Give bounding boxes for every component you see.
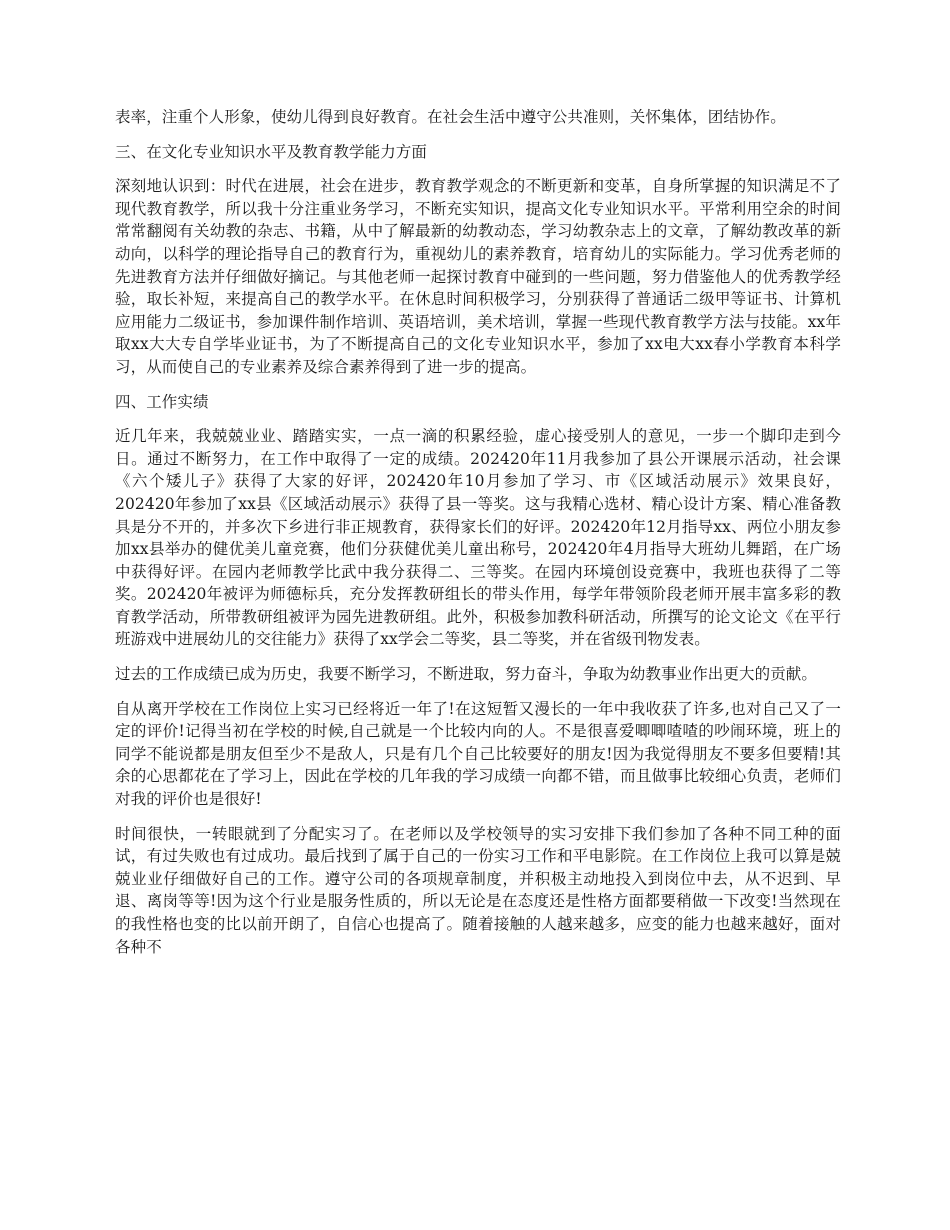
paragraph-conduct-continuation: 表率，注重个人形象，使幼儿得到良好教育。在社会生活中遵守公共准则，关怀集体，团结协作。	[115, 108, 786, 126]
section-heading-professional-knowledge: 三、在文化专业知识水平及教育教学能力方面	[115, 142, 428, 161]
section-heading-work-achievements: 四、工作实绩	[115, 392, 209, 411]
paragraph-work-achievements: 近几年来，我兢兢业业、踏踏实实，一点一滴的积累经验，虚心接受别人的意见，一步一个脚印走到今日。通过不断努力，在工作中取得了一定的成绩。202420年11月我参加了县公开课展示活动，社会课《六个矮儿子》获得了大家的好评，202420年10月参加了学习、市《区域活动展示》效果良好，202420年参加了xx县《区域活动展示》获得了县一等奖。这与我精心选材、精心设计方案、精心准备教具是分不开的，并多次下乡进行非正规教育，获得家长们的好评。202420年12月指导xx、两位小朋友参加xx县举办的健优美儿童竞赛，他们分获健优美儿童出称号，202420年4月指导大班幼儿舞蹈，在广场中获得好评。在园内老师教学比武中我分获得二、三等奖。在园内环境创设竞赛中，我班也获得了二等奖。202420年被评为师德标兵，充分发挥教研组长的带头作用，每学年带领阶段老师开展丰富多彩的教育教学活动，所带教研组被评为园先进教研组。此外，积极参加教科研活动，所撰写的论文论文《在平行班游戏中进展幼儿的交往能力》获得了xx学会二等奖，县二等奖，并在省级刊物发表。	[115, 427, 841, 649]
paragraph-internship-experience: 时间很快，一转眼就到了分配实习了。在老师以及学校领导的实习安排下我们参加了各种不同工种的面试，有过失败也有过成功。最后找到了属于自己的一份实习工作和平电影院。在工作岗位上我可以算是兢兢业业仔细做好自己的工作。遵守公司的各项规章制度，并积极主动地投入到岗位中去，从不迟到、早退、离岗等等!因为这个行业是服务性质的，所以无论是在态度还是性格方面都要稍做一下改变!当然现在的我性格也变的比以前开朗了，自信心也提高了。随着接触的人越来越多，应变的能力也越来越好，面对各种不	[115, 824, 841, 956]
paragraph-future-commitment: 过去的工作成绩已成为历史，我要不断学习，不断进取，努力奋斗，争取为幼教事业作出更大的贡献。	[115, 665, 818, 684]
paragraph-internship-reflection: 自从离开学校在工作岗位上实习已经将近一年了!在这短暂又漫长的一年中我收获了许多,也对自己又了一定的评价!记得当初在学校的时候,自己就是一个比较内向的人。不是很喜爱唧唧喳喳的吵闹环境，班上的同学不能说都是朋友但至少不是敌人，只是有几个自己比较要好的朋友!因为我觉得朋友不要多但要精!其余的心思都花在了学习上，因此在学校的几年我的学习成绩一向都不错，而且做事比较细心负责，老师们对我的评价也是很好!	[115, 699, 841, 809]
document-page	[115, 106, 841, 970]
paragraph-professional-knowledge: 深刻地认识到：时代在进展，社会在进步，教育教学观念的不断更新和变革，自身所掌握的知识满足不了现代教育教学，所以我十分注重业务学习，不断充实知识，提高文化专业知识水平。平常利用空余的时间常常翻阅有关幼教的杂志、书籍，从中了解最新的幼教动态，学习幼教杂志上的文章，了解幼教改革的新动向，以科学的理论指导自己的教育行为，重视幼儿的素养教育，培育幼儿的实际能力。学习优秀老师的先进教育方法并仔细做好摘记。与其他老师一起探讨教育中碰到的一些问题，努力借鉴他人的优秀教学经验，取长补短，来提高自己的教学水平。在休息时间积极学习，分别获得了普通话二级甲等证书、计算机应用能力二级证书，参加课件制作培训、英语培训，美术培训，掌握一些现代教育教学方法与技能。xx年取xx大大专自学毕业证书，为了不断提高自己的文化专业知识水平，参加了xx电大xx春小学教育本科学习，从而使自己的专业素养及综合素养得到了进一步的提高。	[115, 177, 841, 376]
